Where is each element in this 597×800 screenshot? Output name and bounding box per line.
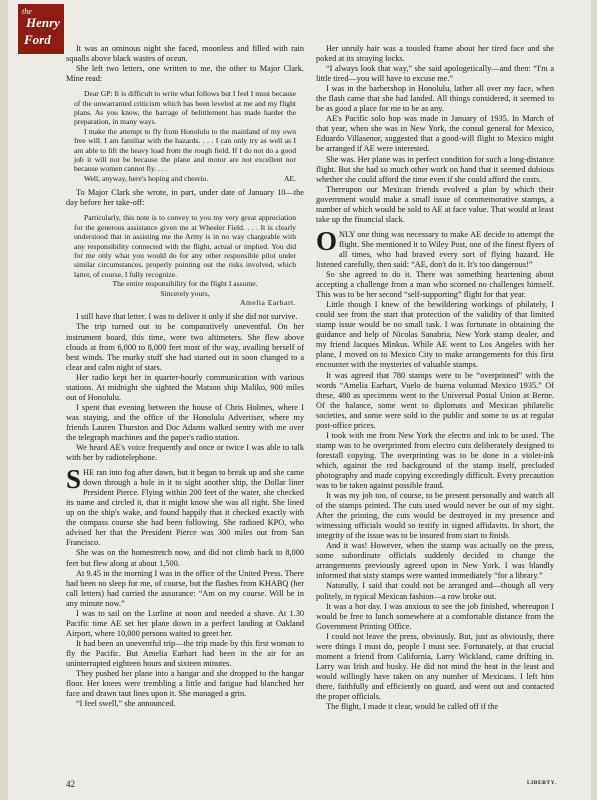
paragraph: I took with me from New York the electro and ink to be used. The stamp was to be overprinted from electro cuts deliberately designed to forestall copying. The overprinting was to be done in a violet-ink which, against the red background of the stamp itself, precluded photography and made copying exceedingly difficult. Every precaution was to be taken against possible fraud. bbox=[316, 430, 554, 491]
logo-the: the bbox=[22, 7, 32, 16]
dropcap-text: NLY one thing was necessary to make AE decide to attempt the flight. She mentioned it to Wiley Post, one of the finest flyers of all times, who had braved every sort of flying hazard. He listened carefully, then said: “AE, don't do it. It's too dangerous!” bbox=[316, 229, 554, 269]
paragraph: Her unruly hair was a tousled frame about her tired face and she poked at its straying locks. bbox=[316, 44, 554, 64]
paragraph: It had been an uneventful trip—the trip made by this first woman to fly the Pacific. But Amelia Earhart had been in the air for an uninterrupted eighteen hours and sixteen minutes. bbox=[66, 638, 304, 668]
paragraph: It was an ominous night she faced, moonless and filled with rain squalls above black wastes of ocean. bbox=[66, 44, 304, 64]
paragraph: To Major Clark she wrote, in part, under date of January 10—the day before her take-off: bbox=[66, 188, 304, 208]
paragraph: It was agreed that 780 stamps were to be “overprinted” with the words “Amelia Earhart, Vuelo de buena voluntad Mexico 1935.” Of these, 480 as specimens went to the Universal Postal Union at Berne. Of the balance, some went to diplomats and Mexican philatelic societies, and some were sold to the public and some to us at regular post-office prices. bbox=[316, 370, 554, 430]
paragraph: I still have that letter. I was to deliver it only if she did not survive. bbox=[76, 312, 298, 322]
paragraph: So she agreed to do it. There was something heartening about accepting a challenge from a man who scorned no challenges himself. This was to be her second “self-supporting” flight for that year. bbox=[316, 270, 554, 300]
paragraph: I was to sail on the Lurline at noon and needed a shave. At 1.30 Pacific time AE set her plane down in a perfect landing at Oakland Airport, where 10,000 persons waited to greet her. bbox=[66, 608, 304, 638]
dropcap-text: HE ran into fog after dawn, but it began to break up and she came down through a hole in it to sight another ship, the Dollar liner President Pierce. Flying within 200 feet of the water, she checked its name and circled it, that it might know she was all right. She lined up on the ship's wake, and found happily that it checked exactly with the compass course she had been following. She radioed KPO, who advised her that the President Pierce was 300 miles out from San Francisco. bbox=[66, 468, 304, 548]
paragraph: I was in the barbershop in Honolulu, lather all over my face, when the flash came that she had landed. All things considered, it seemed to be as good a place for me to be as any. bbox=[316, 84, 554, 114]
right-column bbox=[316, 44, 554, 712]
paragraph: Her radio kept her in quarter-hourly communication with various stations. At midnight she sighted the Matson ship Maliko, 900 miles out of Honolulu. bbox=[66, 372, 304, 402]
page-number: 42 bbox=[66, 779, 75, 789]
paragraph: The flight, I made it clear, would be called off if the bbox=[326, 702, 499, 712]
henry-ford-logo bbox=[18, 4, 64, 54]
paragraph: I spent that evening between the house of Chris Holmes, where I was staying, and the office of the Honolulu Advertiser, where my friends Lauren Thurston and Doc Adams walked sentry with me over the telegraph machines and the paper's radio station. bbox=[66, 402, 304, 442]
publication-mark: LIBERTY. bbox=[527, 780, 557, 786]
letter-paragraph: I make the attempt to fly from Honolulu to the mainland of my own free will. I am familiar with the hazards. . . . I can only try as well as I am able to lift the heavy load from the rough field. If I do not do a good job it will not be because the plane and motor are not excellent nor because women cannot fly. . . . bbox=[74, 126, 296, 174]
paragraph: Thereupon our Mexican friends evolved a plan by which their government would make a small issue of commemorative stamps, a number of which would be sold to AE at face value. That would at least take up the financial slack. bbox=[316, 184, 554, 224]
paragraph: She was. Her plane was in perfect condition for such a long-distance flight. But she had so much other work on hand that it seemed dubious whether she could afford the time even if she could afford the costs. bbox=[316, 154, 554, 184]
paragraph: And it was! However, when the stamp was actually on the press, some subordinate officials suddenly decided to change the arrangements previously agreed upon in New York. I was blandly informed that sixty stamps were wanted immediately “for a library.” bbox=[316, 541, 554, 581]
paragraph: She left two letters, one written to me, the other to Major Clark. Mine read: bbox=[66, 64, 304, 84]
paragraph: AE's Pacific solo hop was made in January of 1935. In March of that year, when she was in New York, the consul general for Mexico, Eduardo Villasenor, suggested that a good-will flight to Mexico might be arranged if AE were interested. bbox=[316, 114, 554, 154]
paragraph: At 9.45 in the morning I was in the office of the United Press. There had been no sleep for me, of course, but the flashes from KHABQ (her call letters) had carried the assurance: “Am on my course. Will be in any minute now.” bbox=[66, 568, 304, 608]
dropcap-letter: S bbox=[66, 464, 82, 495]
paragraph: They pushed her plane into a hangar and she dropped to the hangar floor. Her knees were trembling a little and fatigue had blanched her face and drawn taut lines upon it. She managed a grin. bbox=[66, 669, 304, 699]
paragraph: “I always look that way,” she said apologetically—and then: “I'm a little tired—you will have to excuse me.” bbox=[316, 64, 554, 84]
letter-closing: The entire responsibility for the flight I assume. bbox=[112, 279, 258, 289]
paragraph: The trip turned out to be comparatively uneventful. On her instrument board, this time, were two altimeters. She flew above clouds at from 6,000 to 8,000 feet most of the way, availing herself of best winds. The murky stuff she had started out in soon changed to a clear and calm night of stars. bbox=[66, 322, 304, 372]
paragraph: Little though I knew of the bewildering workings of philately, I could see from the start that protection of the validity of that limited stamp issue would be no small task. I was fortunate in obtaining the guidance and help of Nicolas Sanabria, New York stamp dealer, and my friend Jacques Minkus. While AE went to Los Angeles with her plane, I moved on to Mexico City to make arrangements for this first encounter with the mysteries of valuable stamps. bbox=[316, 300, 554, 370]
paragraph: It was a hot day. I was anxious to see the job finished, whereupon I would be free to lunch somewhere at a comfortable distance from the Government Printing Office. bbox=[316, 601, 554, 631]
letter-signoff bbox=[74, 174, 296, 183]
paragraph: She was on the homestretch now, and did not climb back to 8,000 feet but flew along at about 1,500. bbox=[66, 548, 304, 568]
letter-paragraph: Dear GP: It is difficult to write what follows but I feel I must because of the unwarranted criticism which has been leveled at me and my flight plans. As you know, the barrage of belittlement has made harder the preparation, in many ways. bbox=[74, 89, 296, 127]
paragraph: “I feel swell,” she announced. bbox=[76, 699, 176, 709]
paragraph: Naturally, I said that could not be arranged and—though all very politely, in typical Mexican fashion—a row broke out. bbox=[316, 581, 554, 601]
logo-henry: Henry bbox=[26, 15, 60, 30]
left-column bbox=[66, 44, 304, 709]
paragraph: It was my job too, of course, to be present personally and watch all of the stamps printed. The cuts used would never be out of my sight. After the printing, the cuts would be destroyed in my presence and witnessing officials would so testify in signed affidavits. In short, the integrity of the issue was to be insured from start to finish. bbox=[316, 491, 554, 541]
letter-signoff-name: AE. bbox=[283, 173, 296, 183]
dropcap-paragraph bbox=[66, 464, 304, 548]
paragraph: We heard AE's voice frequently and once or twice I was able to talk with her by radiotelephone. bbox=[66, 443, 304, 463]
letter-signoff-text: Well, anyway, here's hoping and cheerio. bbox=[84, 173, 209, 183]
dropcap-letter: O bbox=[316, 225, 338, 256]
letter-paragraph: Particularly, this note is to convey to you my very great appreciation for the generous assistance given me at Wheeler Field. . . . It is clearly understood that in assisting me the Army is in no way chargeable with any responsibility connected with the flight, actual or implied. You did for me only what you would do for any other responsible pilot under similar circumstances, properly pointing out the risks involved, which latter, of course, I fully recognize. bbox=[74, 213, 296, 279]
logo-ford: Ford bbox=[24, 32, 51, 47]
paragraph: I could not leave the press, obviously. But, just as obviously, there were things I must do, people I must see. Fortunately, at that crucial moment a friend from California, Larry Wickland, came drifting in. Larry was Irish and husky. He did not mind the heat in the least and would willingly have taken on any number of Mexicans. I left him there, faithfully and efficiently on guard, and went out and contacted the proper officials. bbox=[316, 631, 554, 701]
magazine-page bbox=[8, 0, 591, 800]
letter-signature: Amelia Earhart. bbox=[240, 298, 296, 307]
letter-sincerely: Sincerely yours, bbox=[160, 288, 210, 298]
dropcap-paragraph bbox=[316, 225, 554, 270]
